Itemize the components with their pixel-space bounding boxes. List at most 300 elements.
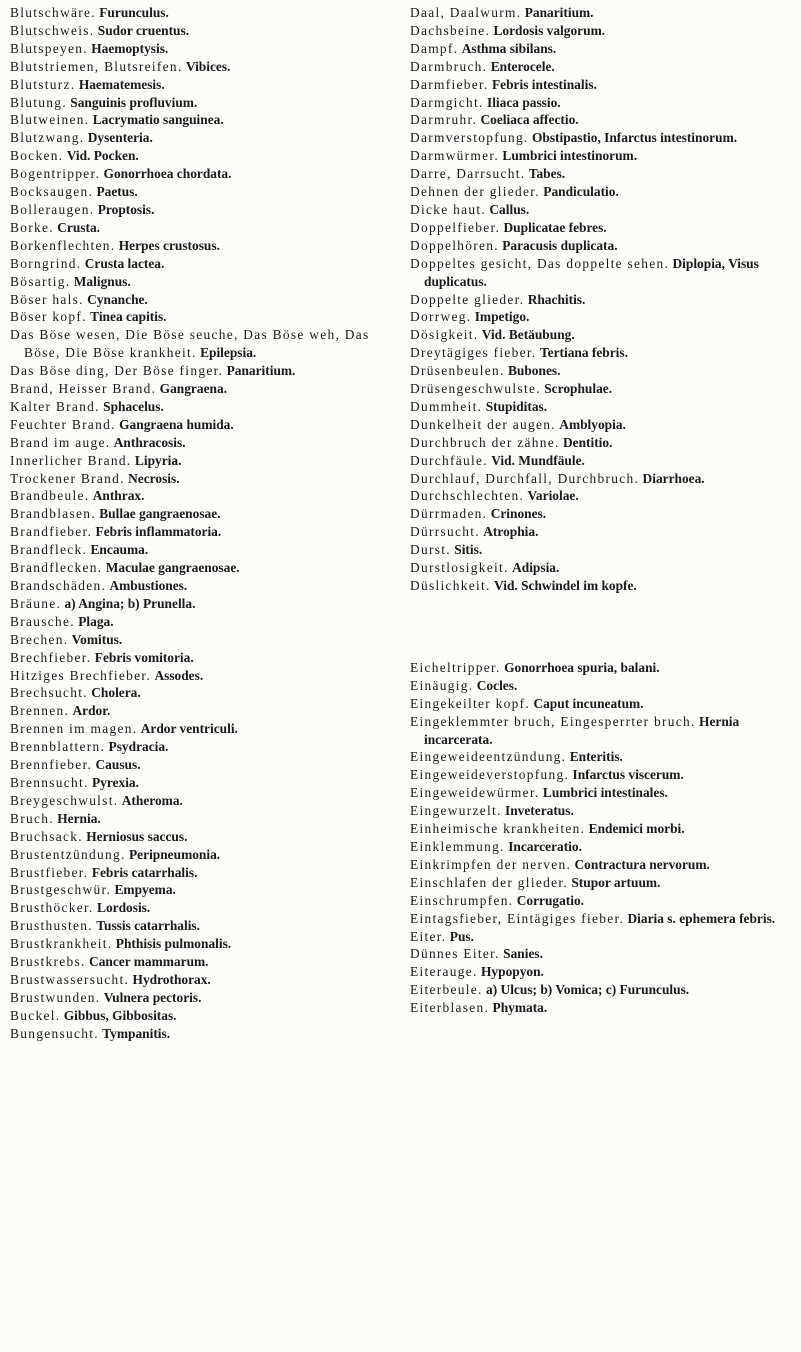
entry-term: Feuchter Brand. [10, 416, 116, 432]
entry-term: Dorrweg. [410, 309, 472, 325]
dictionary-entry [10, 505, 395, 523]
entry-definition: Hernia incarcerata. [424, 713, 740, 747]
dictionary-entry [10, 541, 395, 559]
dictionary-entry [10, 935, 395, 953]
dictionary-entry [410, 856, 795, 874]
entry-term: Böser hals. [10, 291, 84, 307]
entry-definition: Gonorrhoea spuria, balani. [504, 659, 660, 675]
entry-definition: Iliaca passio. [486, 94, 561, 110]
entry-definition: Lipyria. [134, 452, 182, 468]
dictionary-entry [10, 792, 395, 810]
entry-term: Borke. [10, 219, 54, 235]
left-column [10, 4, 395, 1043]
dictionary-entry [10, 917, 395, 935]
entry-term: Eiter. [410, 928, 447, 944]
entry-term: Darre, Darrsucht. [410, 166, 526, 182]
entry-definition: Corrugatio. [516, 892, 585, 908]
entry-term: Dünnes Eiter. [410, 946, 500, 962]
entry-definition: Atrophia. [483, 524, 539, 540]
entry-definition: Tympanitis. [102, 1025, 171, 1041]
entry-definition: Causus. [95, 757, 141, 773]
entry-term: Dreytägiges fieber. [410, 345, 537, 361]
entry-term: Brustentzündung. [10, 846, 126, 862]
dictionary-entry [410, 766, 795, 784]
entry-definition: Incarceratio. [508, 838, 582, 854]
entry-term: Blutspeyen. [10, 40, 88, 56]
entry-term: Dicke haut. [410, 201, 487, 217]
entry-definition: Sanies. [503, 946, 543, 962]
dictionary-entry [10, 273, 395, 291]
dictionary-entry [410, 820, 795, 838]
dictionary-entry [10, 720, 395, 738]
entry-definition: Empyema. [114, 882, 176, 898]
entry-term: Brennblattern. [10, 739, 106, 755]
entry-definition: Tinea capitis. [90, 309, 167, 325]
dictionary-entry [10, 667, 395, 685]
entry-term: Durst. [410, 542, 451, 558]
dictionary-entry [10, 129, 395, 147]
entry-definition: Pus. [449, 928, 474, 944]
dictionary-entry [410, 713, 795, 749]
entry-term: Einschrumpfen. [410, 892, 514, 908]
entry-term: Bocken. [10, 148, 64, 164]
dictionary-entry [410, 165, 795, 183]
entry-term: Dürrsucht. [410, 524, 480, 540]
entry-term: Dösigkeit. [410, 327, 479, 343]
entry-definition: Dentitio. [562, 434, 613, 450]
entry-definition: Obstipastio, Infarctus intestinorum. [531, 130, 738, 146]
dictionary-entry [10, 774, 395, 792]
dictionary-entry [10, 881, 395, 899]
entry-definition: Febris intestinalis. [491, 76, 597, 92]
entry-definition: Bubones. [507, 363, 561, 379]
dictionary-entry [410, 452, 795, 470]
entry-definition: Tussis catarrhalis. [96, 918, 200, 934]
dictionary-entry [10, 559, 395, 577]
entry-definition: Lacrymatio sanguinea. [92, 112, 224, 128]
dictionary-entry [410, 892, 795, 910]
entry-term: Dunkelheit der augen. [410, 416, 556, 432]
entry-definition: Diarrhoea. [642, 470, 705, 486]
entry-term: Eintagsfieber, Eintägiges fieber. [410, 910, 625, 926]
entry-term: Doppeltes gesicht, Das doppelte sehen. [410, 255, 670, 271]
entry-term: Drüsenbeulen. [410, 363, 505, 379]
entry-list-d [410, 4, 795, 595]
dictionary-entry [410, 434, 795, 452]
entry-definition: Haematemesis. [78, 76, 165, 92]
dictionary-entry [10, 828, 395, 846]
entry-term: Bräune. [10, 595, 62, 611]
entry-term: Darmruhr. [410, 112, 478, 128]
entry-term: Darmbruch. [410, 58, 488, 74]
entry-definition: Panaritium. [226, 363, 296, 379]
entry-definition: Sitis. [454, 542, 483, 558]
dictionary-entry [10, 989, 395, 1007]
dictionary-entry [10, 165, 395, 183]
entry-term: Breygeschwulst. [10, 792, 119, 808]
dictionary-entry [410, 129, 795, 147]
dictionary-entry [10, 1007, 395, 1025]
dictionary-entry [410, 416, 795, 434]
entry-term: Eingekeilter kopf. [410, 695, 531, 711]
entry-term: Eingeweideentzündung. [410, 749, 567, 765]
entry-definition: Sphacelus. [103, 398, 164, 414]
entry-term: Brandbeule. [10, 488, 90, 504]
entry-term: Brennfieber. [10, 757, 93, 773]
dictionary-entry [410, 219, 795, 237]
dictionary-entry [10, 846, 395, 864]
dictionary-entry [10, 308, 395, 326]
entry-definition: Assodes. [154, 667, 204, 683]
entry-term: Durchschlechten. [410, 488, 525, 504]
dictionary-entry [10, 971, 395, 989]
entry-definition: Phthisis pulmonalis. [115, 936, 232, 952]
dictionary-entry [10, 864, 395, 882]
dictionary-entry [10, 738, 395, 756]
entry-term: Einschlafen der glieder. [410, 874, 568, 890]
dictionary-entry [10, 326, 395, 362]
entry-definition: Vid. Schwindel im kopfe. [494, 578, 637, 593]
entry-definition: Enteritis. [569, 749, 623, 765]
entry-definition: Sudor cruentus. [97, 22, 190, 38]
entry-term: Dachsbeine. [410, 22, 491, 38]
dictionary-entry [410, 362, 795, 380]
entry-definition: Haemoptysis. [91, 40, 169, 56]
entry-definition: Enterocele. [490, 58, 555, 74]
entry-term: Bungensucht. [10, 1025, 99, 1041]
dictionary-entry [410, 237, 795, 255]
entry-definition: Ardor ventriculi. [140, 721, 238, 737]
entry-definition: Paetus. [96, 184, 138, 200]
dictionary-entry [410, 76, 795, 94]
entry-term: Böser kopf. [10, 309, 87, 325]
entry-definition: Caput incuneatum. [533, 695, 644, 711]
dictionary-entry [10, 237, 395, 255]
dictionary-entry [10, 487, 395, 505]
entry-term: Brand im auge. [10, 434, 111, 450]
dictionary-entry [410, 487, 795, 505]
dictionary-entry [410, 291, 795, 309]
entry-definition: Tabes. [528, 166, 566, 182]
dictionary-entry [410, 344, 795, 362]
entry-term: Borngrind. [10, 255, 82, 271]
entry-term: Doppelte glieder. [410, 291, 525, 307]
entry-definition: Febris catarrhalis. [91, 864, 198, 880]
entry-term: Brustwassersucht. [10, 971, 130, 987]
entry-term: Brustkrankheit. [10, 936, 113, 952]
entry-term: Brustgeschwür. [10, 882, 112, 898]
dictionary-entry [10, 183, 395, 201]
dictionary-entry [10, 953, 395, 971]
entry-term: Brechen. [10, 631, 69, 647]
entry-definition: Bullae gangraenosae. [99, 506, 221, 522]
right-column [410, 4, 795, 1017]
entry-term: Brennsucht. [10, 774, 89, 790]
entry-definition: Ardor. [72, 703, 111, 719]
entry-term: Brechfieber. [10, 649, 92, 665]
entry-definition: Malignus. [73, 273, 131, 289]
dictionary-entry [410, 945, 795, 963]
dictionary-entry [10, 111, 395, 129]
entry-definition: Impetigo. [474, 309, 530, 325]
entry-term: Kalter Brand. [10, 398, 100, 414]
entry-definition: Cholera. [91, 685, 141, 701]
entry-definition: Psydracia. [108, 739, 169, 755]
dictionary-entry [10, 649, 395, 667]
dictionary-entry [10, 1025, 395, 1043]
dictionary-entry [410, 470, 795, 488]
dictionary-entry [410, 748, 795, 766]
entry-term: Brusthöcker. [10, 900, 94, 916]
dictionary-entry [10, 452, 395, 470]
dictionary-entry [10, 291, 395, 309]
entry-term: Brandfieber. [10, 524, 93, 540]
dictionary-entry [410, 999, 795, 1017]
entry-term: Eingeklemmter bruch, Eingesperrter bruch. [410, 713, 696, 729]
entry-definition: Encauma. [90, 542, 149, 558]
entry-term: Brandflecken. [10, 560, 103, 576]
entry-definition: Cynanche. [87, 291, 148, 307]
dictionary-entry [10, 380, 395, 398]
dictionary-entry [410, 147, 795, 165]
entry-definition: Necrosis. [128, 470, 180, 486]
entry-definition: Hypopyon. [481, 964, 544, 980]
entry-term: Einkrimpfen der nerven. [410, 856, 572, 872]
dictionary-entry [10, 58, 395, 76]
entry-definition: Endemici morbi. [588, 821, 685, 837]
dictionary-entry [410, 838, 795, 856]
entry-term: Darmverstopfung. [410, 130, 529, 146]
entry-term: Blutstriemen, Blutsreifen. [10, 58, 183, 74]
entry-term: Innerlicher Brand. [10, 452, 132, 468]
entry-definition: Stupiditas. [485, 398, 548, 414]
entry-definition: Adipsia. [512, 560, 560, 576]
entry-definition: Panaritium. [524, 5, 594, 20]
entry-definition: Stupor artuum. [571, 874, 661, 890]
entry-term: Bogentripper. [10, 166, 101, 182]
dictionary-entry [410, 541, 795, 559]
dictionary-entry [410, 874, 795, 892]
dictionary-entry [410, 4, 795, 22]
entry-definition: Atheroma. [121, 792, 183, 808]
dictionary-entry [410, 677, 795, 695]
entry-term: Eiterblasen. [410, 1000, 490, 1016]
entry-definition: Lordosis. [97, 900, 151, 916]
dictionary-entry [10, 201, 395, 219]
entry-definition: Ambustiones. [109, 578, 188, 593]
entry-term: Brand, Heisser Brand. [10, 381, 157, 397]
entry-term: Durchbruch der zähne. [410, 434, 560, 450]
entry-term: Einäugig. [410, 677, 474, 693]
dictionary-entry [10, 470, 395, 488]
entry-definition: a) Ulcus; b) Vomica; c) Furunculus. [486, 982, 690, 998]
dictionary-entry [410, 398, 795, 416]
entry-term: Brechsucht. [10, 685, 88, 701]
entry-term: Bolleraugen. [10, 201, 95, 217]
dictionary-entry [410, 326, 795, 344]
entry-definition: Vibices. [185, 58, 231, 74]
dictionary-entry [410, 183, 795, 201]
entry-term: Bösartig. [10, 273, 71, 289]
dictionary-entry [410, 22, 795, 40]
entry-definition: Hydrothorax. [132, 971, 211, 987]
entry-definition: Diplopia, Visus duplicatus. [424, 255, 759, 289]
entry-term: Blutzwang. [10, 130, 85, 146]
dictionary-entry [10, 219, 395, 237]
entry-definition: Cancer mammarum. [89, 954, 209, 970]
entry-definition: Vomitus. [71, 631, 123, 647]
dictionary-entry [410, 505, 795, 523]
entry-term: Bocksaugen. [10, 184, 94, 200]
entry-term: Brennen im magen. [10, 721, 138, 737]
entry-term: Brausche. [10, 613, 75, 629]
entry-term: Doppelfieber. [410, 219, 501, 235]
entry-term: Blutschweis. [10, 22, 95, 38]
entry-definition: Maculae gangraenosae. [105, 560, 240, 576]
dictionary-entry [410, 928, 795, 946]
dictionary-entry [10, 255, 395, 273]
entry-definition: Pyrexia. [92, 774, 139, 790]
entry-term: Bruchsack. [10, 828, 83, 844]
entry-term: Borkenflechten. [10, 237, 116, 253]
dictionary-entry [410, 380, 795, 398]
entry-term: Brusthusten. [10, 918, 93, 934]
entry-term: Darmwürmer. [410, 148, 500, 164]
entry-definition: Proptosis. [97, 201, 155, 217]
entry-term: Eingeweideverstopfung. [410, 767, 570, 783]
entry-definition: Anthrax. [92, 488, 145, 504]
dictionary-entry [10, 416, 395, 434]
entry-definition: Pandiculatio. [543, 184, 619, 200]
entry-definition: Anthracosis. [113, 434, 186, 450]
entry-term: Brandschäden. [10, 578, 107, 593]
entry-definition: Epilepsia. [200, 345, 257, 361]
entry-definition: Vid. Betäubung. [481, 327, 575, 343]
entry-term: Eiterbeule. [410, 982, 483, 998]
dictionary-entry [10, 631, 395, 649]
dictionary-entry [10, 702, 395, 720]
entry-definition: Diaria s. ephemera febris. [627, 910, 776, 926]
entry-definition: Vid. Pocken. [66, 148, 139, 164]
entry-term: Drüsengeschwulste. [410, 381, 541, 397]
entry-term: Brennen. [10, 703, 70, 719]
entry-term: Darmgicht. [410, 94, 484, 110]
entry-definition: Lumbrici intestinales. [542, 785, 668, 801]
entry-definition: Dysenteria. [87, 130, 153, 146]
entry-definition: Amblyopia. [559, 416, 626, 432]
dictionary-entry [410, 559, 795, 577]
dictionary-entry [10, 76, 395, 94]
dictionary-entry [410, 111, 795, 129]
entry-definition: Crusta lactea. [84, 255, 165, 271]
entry-definition: Gibbus, Gibbositas. [63, 1007, 177, 1023]
dictionary-entry [410, 523, 795, 541]
dictionary-entry [410, 40, 795, 58]
entry-term: Blutung. [10, 94, 67, 110]
entry-definition: Plaga. [78, 613, 114, 629]
entry-term: Hitziges Brechfieber. [10, 667, 152, 683]
dictionary-entry [10, 595, 395, 613]
dictionary-entry [10, 899, 395, 917]
entry-term: Durchfäule. [410, 452, 488, 468]
entry-term: Dehnen der glieder. [410, 184, 540, 200]
section-gap [410, 595, 795, 659]
entry-definition: Sanguinis profluvium. [70, 94, 198, 110]
entry-definition: Duplicatae febres. [503, 219, 607, 235]
entry-term: Daal, Daalwurm. [410, 5, 522, 20]
entry-term: Düslichkeit. [410, 578, 491, 593]
entry-term: Das Böse wesen, Die Böse seuche, Das Böse weh, Das Böse, Die Böse krankheit. [10, 327, 370, 361]
entry-term: Blutweinen. [10, 112, 90, 128]
entry-term: Blutsturz. [10, 76, 76, 92]
entry-term: Durchlauf, Durchfall, Durchbruch. [410, 470, 640, 486]
entry-term: Darmfieber. [410, 76, 489, 92]
dictionary-entry [410, 981, 795, 999]
entry-definition: Herniosus saccus. [86, 828, 188, 844]
dictionary-entry [10, 810, 395, 828]
dictionary-entry [410, 255, 795, 291]
entry-term: Einklemmung. [410, 838, 505, 854]
entry-list-e [410, 659, 795, 1017]
dictionary-entry [10, 398, 395, 416]
dictionary-entry [410, 659, 795, 677]
entry-term: Eicheltripper. [410, 659, 501, 675]
dictionary-entry [410, 784, 795, 802]
entry-term: Brandfleck. [10, 542, 88, 558]
entry-definition: Vulnera pectoris. [103, 989, 202, 1005]
entry-definition: Gangraena humida. [119, 416, 234, 432]
dictionary-entry [10, 94, 395, 112]
dictionary-entry [410, 963, 795, 981]
entry-definition: a) Angina; b) Prunella. [64, 595, 196, 611]
entry-definition: Inveteratus. [505, 803, 574, 819]
entry-definition: Furunculus. [99, 5, 169, 20]
entry-definition: Febris vomitoria. [94, 649, 194, 665]
entry-term: Blutschwäre. [10, 5, 96, 20]
entry-term: Brustfieber. [10, 864, 89, 880]
entry-term: Bruch. [10, 810, 54, 826]
entry-term: Dummheit. [410, 398, 483, 414]
entry-definition: Rhachitis. [527, 291, 586, 307]
dictionary-entry [410, 695, 795, 713]
dictionary-entry [10, 362, 395, 380]
entry-definition: Lordosis valgorum. [493, 22, 606, 38]
entry-definition: Scrophulae. [544, 381, 613, 397]
entry-definition: Crusta. [57, 219, 101, 235]
dictionary-entry [10, 684, 395, 702]
entry-definition: Vid. Mundfäule. [491, 452, 585, 468]
entry-term: Buckel. [10, 1007, 61, 1023]
entry-term: Durstlosigkeit. [410, 560, 509, 576]
entry-definition: Tertiana febris. [539, 345, 628, 361]
entry-definition: Variolae. [527, 488, 579, 504]
dictionary-entry [10, 147, 395, 165]
entry-definition: Phymata. [492, 1000, 548, 1016]
dictionary-entry [10, 756, 395, 774]
dictionary-entry [10, 577, 395, 595]
entry-definition: Febris inflammatoria. [95, 524, 222, 540]
dictionary-entry [10, 523, 395, 541]
entry-term: Einheimische krankheiten. [410, 821, 586, 837]
dictionary-entry [10, 613, 395, 631]
entry-term: Brustkrebs. [10, 954, 86, 970]
entry-term: Eiterauge. [410, 964, 478, 980]
entry-definition: Peripneumonia. [129, 846, 221, 862]
entry-definition: Herpes crustosus. [118, 237, 220, 253]
dictionary-entry [10, 40, 395, 58]
entry-definition: Contractura nervorum. [574, 856, 710, 872]
entry-term: Eingeweidewürmer. [410, 785, 540, 801]
